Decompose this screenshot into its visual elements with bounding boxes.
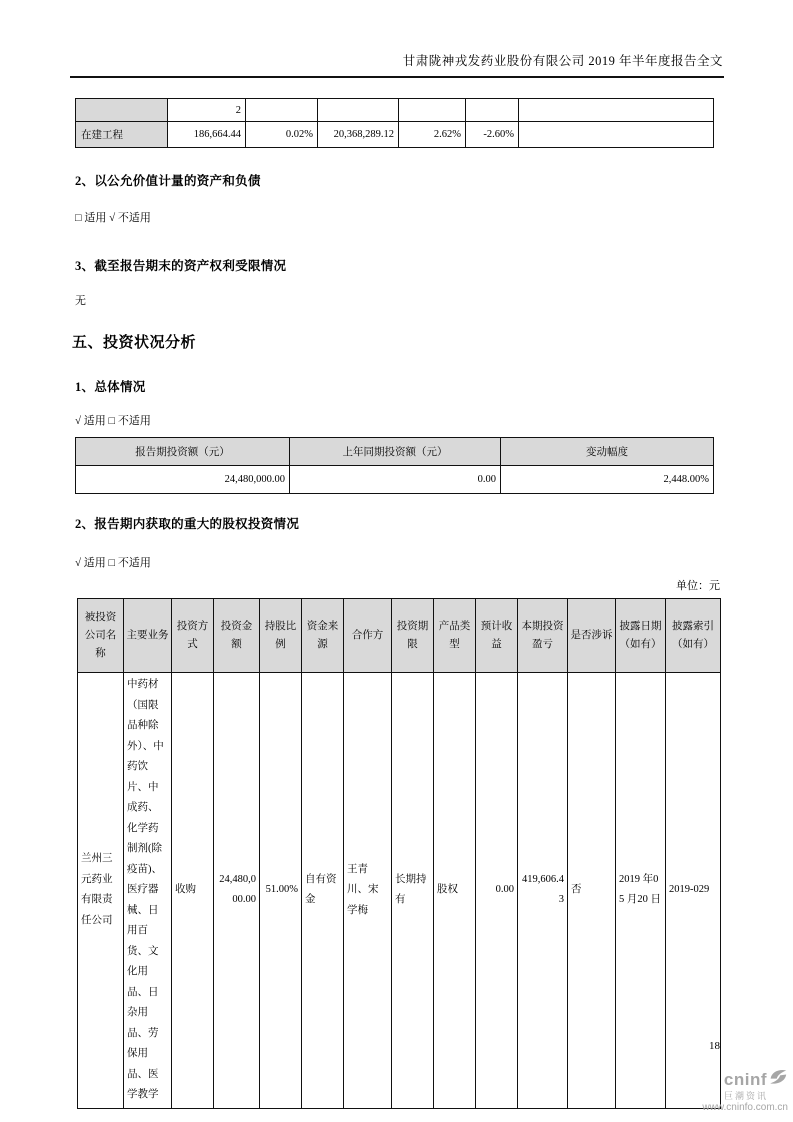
cell-amount: 24,480,000.00	[214, 673, 260, 1109]
cninfo-url: www.cninfo.com.cn	[702, 1102, 788, 1113]
header-cell: 被投资公司名称	[78, 599, 124, 673]
header-cell: 披露索引（如有）	[666, 599, 721, 673]
header-cell: 产品类型	[434, 599, 476, 673]
cell-business: 中药材（国限品种除外）、中药饮片、中成药、化学药制剂(除疫苗)、医疗器械、日用百货、文化用品、日杂用品、劳保用品、医学教学	[124, 673, 172, 1109]
cell-disclosure-date: 2019 年05 月20 日	[616, 673, 666, 1109]
cell-partner: 王青川、宋学梅	[344, 673, 392, 1109]
cell-funding-source: 自有资金	[302, 673, 344, 1109]
header-cell: 投资期限	[392, 599, 434, 673]
header-cell: 预计收益	[476, 599, 518, 673]
cninfo-logo-top	[668, 1068, 788, 1091]
cell-disclosure-index: 2019-029	[666, 673, 721, 1109]
header-cell: 持股比例	[260, 599, 302, 673]
cell-pct-begin: 0.02%	[246, 122, 318, 148]
header-cell: 本期投资盈亏	[518, 599, 568, 673]
equity-investment-table	[77, 598, 721, 1109]
report-header-title: 甘肃陇神戎发药业股份有限公司 2019 年半年度报告全文	[402, 54, 723, 68]
applicability-line: √ 适用 □ 不适用	[75, 415, 151, 427]
row-label-cell: 在建工程	[76, 122, 168, 148]
header-cell: 投资方式	[172, 599, 214, 673]
cell-change-ratio: 2,448.00%	[501, 466, 714, 494]
table-header-row	[76, 438, 714, 466]
cell-shareholding: 51.00%	[260, 673, 302, 1109]
cninfo-swirl-icon	[768, 1068, 788, 1091]
table-row	[76, 122, 714, 148]
section-title-overall: 1、总体情况	[75, 380, 146, 394]
header-cell: 上年同期投资额（元）	[290, 438, 501, 466]
cell-expected-return: 0.00	[476, 673, 518, 1109]
section-title-fair-value: 2、以公允价值计量的资产和负债	[75, 174, 261, 188]
cell-term: 长期持有	[392, 673, 434, 1109]
row-label-cell	[76, 99, 168, 122]
applicability-line: □ 适用 √ 不适用	[75, 212, 151, 224]
table-row	[76, 466, 714, 494]
section-title-equity-investment: 2、报告期内获取的重大的股权投资情况	[75, 517, 300, 531]
page-number: 18	[709, 1040, 720, 1052]
header-cell: 资金来源	[302, 599, 344, 673]
header-rule	[70, 76, 724, 78]
cninfo-chinese-name: 巨潮资讯	[723, 1091, 768, 1101]
construction-in-progress-table	[75, 98, 714, 148]
applicability-line: √ 适用 □ 不适用	[75, 557, 151, 569]
table-header-row	[78, 599, 721, 673]
header-cell: 主要业务	[124, 599, 172, 673]
cell-current-investment: 24,480,000.00	[76, 466, 290, 494]
cell-litigation: 否	[568, 673, 616, 1109]
header-cell: 披露日期（如有）	[616, 599, 666, 673]
section-title-investment-analysis: 五、投资状况分析	[72, 335, 197, 351]
cell-prior-investment: 0.00	[290, 466, 501, 494]
header-cell: 投资金额	[214, 599, 260, 673]
cell-amount-end: 20,368,289.12	[318, 122, 399, 148]
restricted-assets-content: 无	[75, 295, 86, 307]
header-cell: 合作方	[344, 599, 392, 673]
cell-value: 2	[168, 99, 246, 122]
cell-method: 收购	[172, 673, 214, 1109]
overall-investment-table	[75, 437, 714, 494]
cninfo-logo	[668, 1068, 788, 1114]
unit-label: 单位：元	[676, 580, 720, 592]
cell-amount: 186,664.44	[168, 122, 246, 148]
cninfo-brand-text: cninf	[723, 1069, 767, 1089]
header-cell: 是否涉诉	[568, 599, 616, 673]
cell-pct-change: -2.60%	[466, 122, 519, 148]
cell-product-type: 股权	[434, 673, 476, 1109]
section-title-restricted-assets: 3、截至报告期末的资产权利受限情况	[75, 259, 287, 273]
table-row	[76, 99, 714, 122]
cell-period-profit: 419,606.43	[518, 673, 568, 1109]
cell-pct-end: 2.62%	[399, 122, 466, 148]
header-cell: 变动幅度	[501, 438, 714, 466]
header-cell: 报告期投资额（元）	[76, 438, 290, 466]
cell-company: 兰州三元药业有限责任公司	[78, 673, 124, 1109]
